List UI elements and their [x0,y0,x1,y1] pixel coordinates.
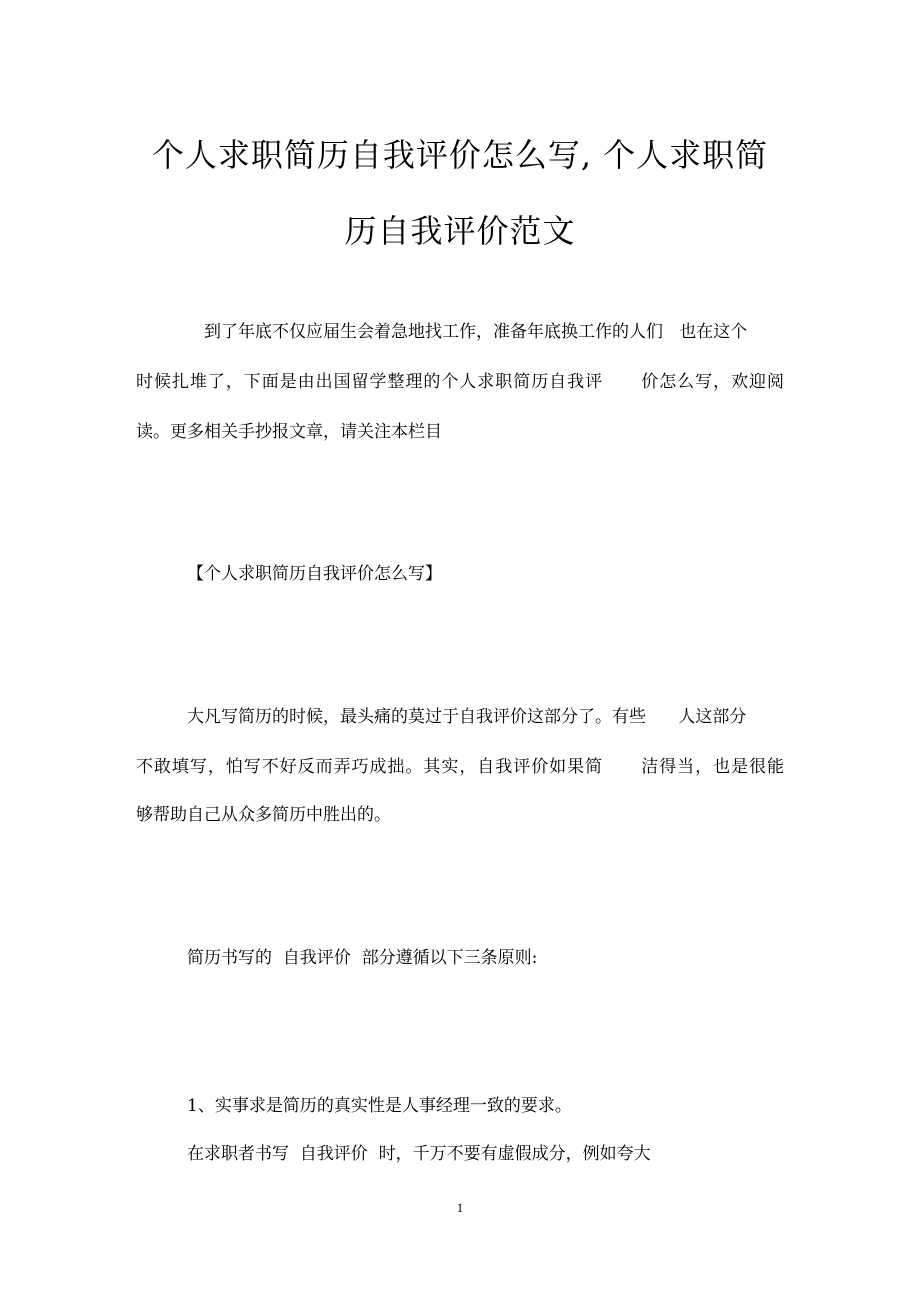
intro-line-1: 到了年底不仅应届生会着急地找工作，准备年底换工作的人们 也在这个 [204,322,748,342]
paragraph-2: 简历书写的 自我评价 部分遵循以下三条原则: [187,948,538,968]
principle-1: 1、实事求是简历的真实性是人事经理一致的要求。 [187,1096,572,1116]
paragraph-1-line-2: 不敢填写，怕写不好反而弄巧成拙。其实，自我评价如果简 洁得当，也是很能 [136,757,784,777]
paragraph-1-line-3: 够帮助自己从众多简历中胜出的。 [136,805,391,825]
section-heading: 【个人求职简历自我评价怎么写】 [187,564,442,584]
intro-line-3: 读。更多相关手抄报文章，请关注本栏目 [136,422,442,442]
intro-line-2: 时候扎堆了，下面是由出国留学整理的个人求职简历自我评 价怎么写，欢迎阅 [136,372,784,392]
document-title-line-2: 历自我评价范文 [344,212,576,250]
paragraph-1-line-1: 大凡写简历的时候，最头痛的莫过于自我评价这部分了。有些 人这部分 [187,707,747,727]
document-title-line-1: 个人求职简历自我评价怎么写, 个人求职简 [151,136,769,174]
page-number: 1 [456,1200,464,1215]
principle-1-detail: 在求职者书写 自我评价 时，千万不要有虚假成分，例如夸大 [187,1144,651,1164]
